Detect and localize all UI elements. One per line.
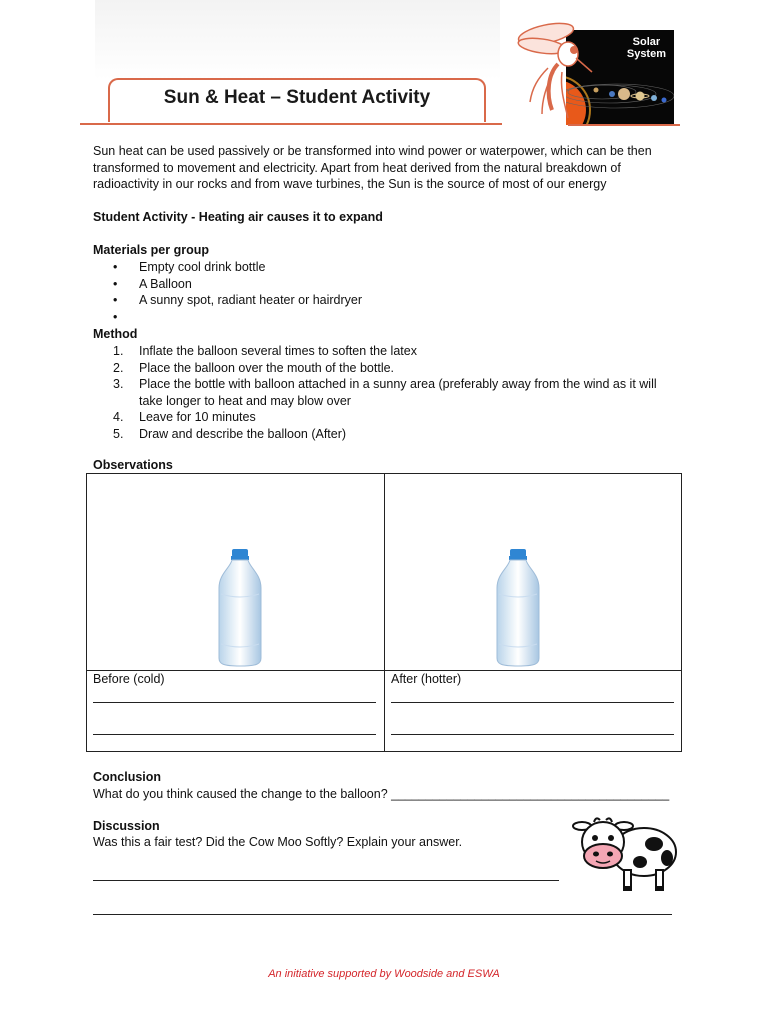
title-underline <box>80 123 502 125</box>
method-heading: Method <box>93 327 138 341</box>
material-text: A Balloon <box>139 276 192 291</box>
cow-icon <box>572 814 682 894</box>
list-item: • Empty cool drink bottle <box>113 260 266 274</box>
logo-underline <box>568 124 680 126</box>
list-item: 4. Leave for 10 minutes <box>113 410 256 424</box>
after-answer-line-1[interactable] <box>391 702 674 703</box>
list-item: 1. Inflate the balloon several times to soften the latex <box>113 344 417 358</box>
before-label: Before (cold) <box>93 672 165 686</box>
list-item: 3. Place the bottle with balloon attached in a sunny area (preferably away from the wind as it will take longer to heat and may blow over <box>113 377 657 408</box>
list-item: • A Balloon <box>113 276 192 291</box>
list-item: • A sunny spot, radiant heater or hairdryer <box>113 293 363 307</box>
page-title: Sun & Heat – Student Activity <box>163 87 431 108</box>
observations-heading: Observations <box>93 458 173 472</box>
water-bottle-icon <box>217 548 263 668</box>
discussion-answer-line-1[interactable] <box>93 880 559 881</box>
list-item: 2. Place the balloon over the mouth of the bottle. <box>113 360 395 375</box>
conclusion-question: What do you think caused the change to the balloon? ________________________________________ <box>93 787 670 801</box>
discussion-question: Was this a fair test? Did the Cow Moo Softly? Explain your answer. <box>93 835 463 849</box>
list-item: • <box>113 309 118 324</box>
header-background <box>95 0 500 80</box>
activity-heading: Student Activity - Heating air causes it to expand <box>93 210 383 224</box>
mosquito-mascot-icon <box>512 14 604 124</box>
table-divider-horizontal <box>87 670 681 671</box>
before-answer-line-2[interactable] <box>93 734 376 735</box>
material-text: Empty cool drink bottle <box>139 260 266 274</box>
logo-label-line1: Solar <box>632 36 661 48</box>
materials-list <box>93 259 653 325</box>
step-text: Draw and describe the balloon (After) <box>139 426 347 441</box>
table-divider-vertical <box>384 474 385 751</box>
after-label: After (hotter) <box>391 672 462 686</box>
discussion-answer-line-2[interactable] <box>93 914 672 915</box>
logo-label <box>627 36 666 60</box>
water-bottle-icon <box>495 548 541 668</box>
material-text: A sunny spot, radiant heater or hairdryer <box>139 293 363 307</box>
intro-paragraph: Sun heat can be used passively or be transformed into wind power or waterpower, which can be then transformed to movement and electricity. Apart from heat derived from the natural breakdown of radioactivity in our rocks and from wave turbines, the Sun is the source of most of our energy <box>93 144 652 191</box>
step-text: Place the bottle with balloon attached in a sunny area (preferably away from the wind as it will take longer to heat and may blow over <box>139 377 657 408</box>
conclusion-heading: Conclusion <box>93 770 162 784</box>
method-list <box>93 343 683 442</box>
after-answer-line-2[interactable] <box>391 734 674 735</box>
materials-heading: Materials per group <box>93 243 209 257</box>
step-text: Leave for 10 minutes <box>139 410 256 424</box>
logo-label-line2: System <box>626 48 666 60</box>
before-answer-line-1[interactable] <box>93 702 376 703</box>
observations-table <box>86 473 682 752</box>
step-text: Inflate the balloon several times to soften the latex <box>139 344 417 358</box>
list-item: 5. Draw and describe the balloon (After) <box>113 426 347 441</box>
discussion-heading: Discussion <box>93 819 160 833</box>
footer-credit: An initiative supported by Woodside and ESWA <box>268 968 500 980</box>
step-text: Place the balloon over the mouth of the bottle. <box>139 360 395 375</box>
